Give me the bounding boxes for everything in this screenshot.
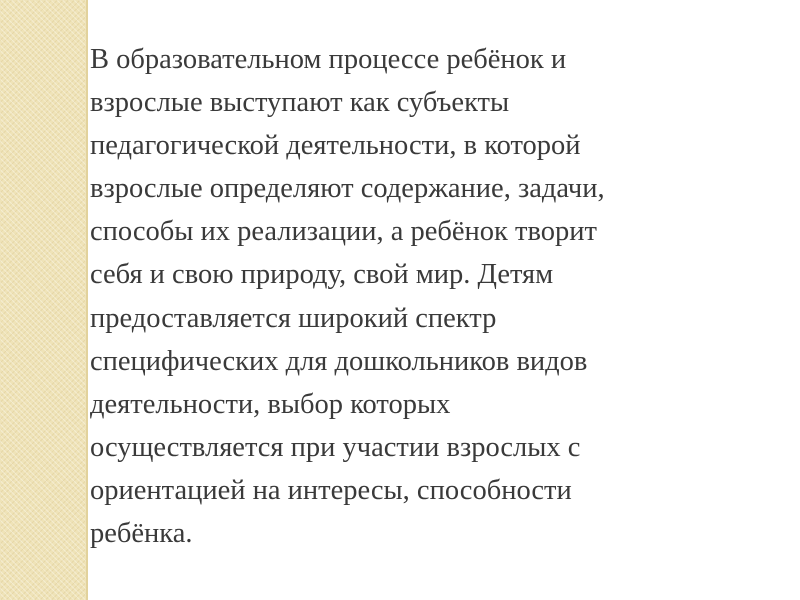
side-strip-edge [86,0,88,600]
slide-body-text: В образовательном процессе ребёнок и взрослые выступают как субъекты педагогической деятельности, в которой взрослые определяют содержание, задачи, способы их реализации, а ребёнок творит себя и свою природу, свой мир. Детям предоставляется широкий спектр специфических для дошкольников видов деятельности, выбор которых осуществляется при участии взрослых с ориентацией на интересы, способности ребёнка. [90,44,605,550]
decorative-side-strip [0,0,86,600]
